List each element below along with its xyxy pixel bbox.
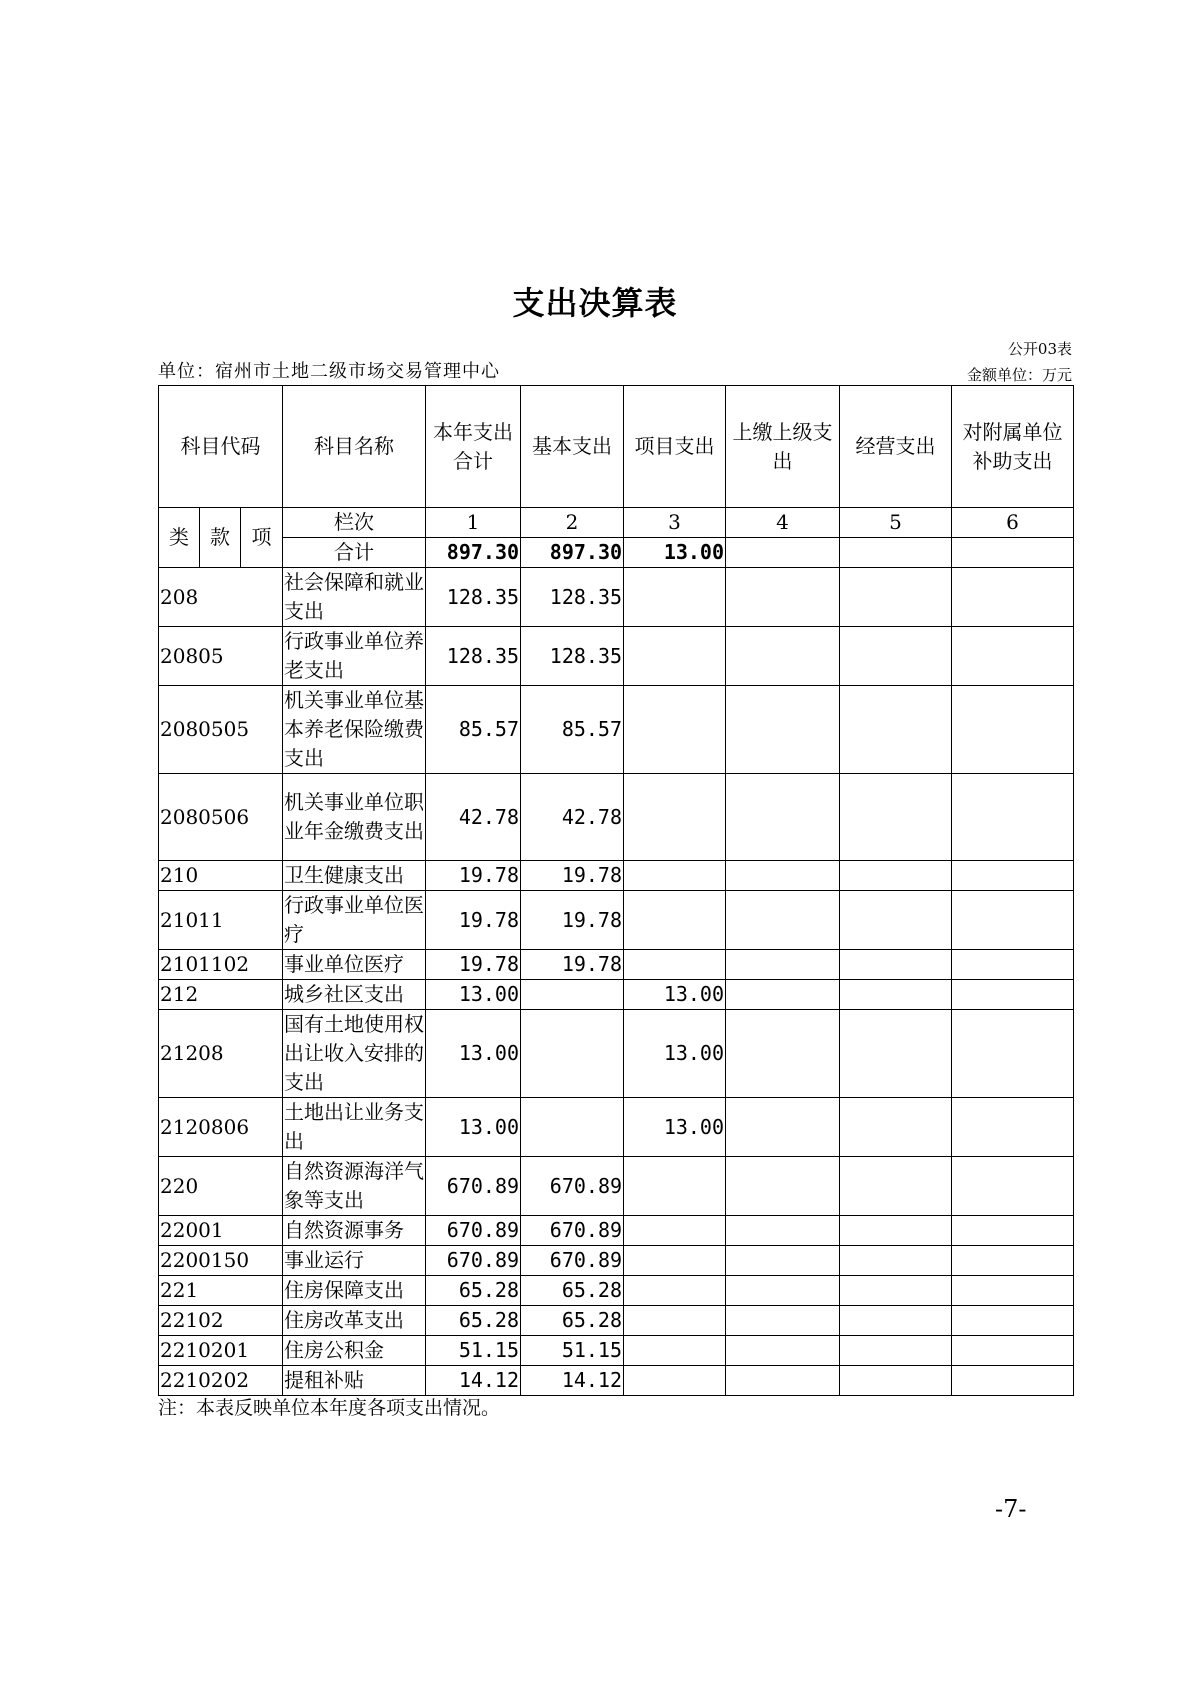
row-total: 128.35: [426, 568, 521, 627]
table-row: [159, 1216, 1074, 1246]
row-project: 13.00: [624, 1010, 726, 1098]
row-code: 20805: [159, 627, 283, 686]
row-total: 13.00: [426, 980, 521, 1010]
row-project: [624, 568, 726, 627]
row-business: [840, 774, 952, 861]
row-upper: [726, 980, 840, 1010]
row-name: 卫生健康支出: [283, 861, 426, 891]
row-name: 住房改革支出: [283, 1306, 426, 1336]
row-code: 21011: [159, 891, 283, 950]
row-project: [624, 1306, 726, 1336]
row-upper: [726, 774, 840, 861]
header-lanci: 栏次: [283, 508, 426, 538]
row-total: 85.57: [426, 686, 521, 774]
row-code: 2200150: [159, 1246, 283, 1276]
table-row: [159, 980, 1074, 1010]
row-project: [624, 686, 726, 774]
row-basic: 42.78: [521, 774, 624, 861]
row-basic: 670.89: [521, 1246, 624, 1276]
row-upper: [726, 1216, 840, 1246]
table-row: [159, 1157, 1074, 1216]
table-row: [159, 627, 1074, 686]
table-note: 注：本表反映单位本年度各项支出情况。: [158, 1397, 501, 1419]
row-subsidiary: [952, 861, 1074, 891]
header-total: 本年支出合计: [426, 386, 521, 508]
row-subsidiary: [952, 774, 1074, 861]
row-basic: [521, 980, 624, 1010]
col-index-5: 5: [840, 508, 952, 538]
row-basic: 670.89: [521, 1157, 624, 1216]
row-subsidiary: [952, 891, 1074, 950]
table-row: [159, 1246, 1074, 1276]
col-index-1: 1: [426, 508, 521, 538]
row-subsidiary: [952, 686, 1074, 774]
row-project: [624, 1336, 726, 1366]
row-business: [840, 1306, 952, 1336]
total-upper: [726, 538, 840, 568]
row-business: [840, 627, 952, 686]
table-row: [159, 1098, 1074, 1157]
table-row: [159, 861, 1074, 891]
row-subsidiary: [952, 1336, 1074, 1366]
table-row: [159, 1010, 1074, 1098]
row-total: 14.12: [426, 1366, 521, 1396]
row-subsidiary: [952, 568, 1074, 627]
row-upper: [726, 950, 840, 980]
row-subsidiary: [952, 1157, 1074, 1216]
row-business: [840, 568, 952, 627]
column-index-row: [159, 508, 1074, 538]
row-upper: [726, 627, 840, 686]
row-basic: 19.78: [521, 950, 624, 980]
row-subsidiary: [952, 1010, 1074, 1098]
row-business: [840, 980, 952, 1010]
row-upper: [726, 686, 840, 774]
table-row: [159, 1336, 1074, 1366]
row-total: 128.35: [426, 627, 521, 686]
row-project: [624, 1366, 726, 1396]
total-label: 合计: [283, 538, 426, 568]
row-project: [624, 861, 726, 891]
table-row: [159, 1276, 1074, 1306]
row-upper: [726, 1157, 840, 1216]
row-basic: 19.78: [521, 891, 624, 950]
page-title: 支出决算表: [512, 284, 678, 322]
row-code: 2210201: [159, 1336, 283, 1366]
row-upper: [726, 1098, 840, 1157]
total-subsidiary: [952, 538, 1074, 568]
row-business: [840, 1157, 952, 1216]
table-row: [159, 686, 1074, 774]
row-total: 670.89: [426, 1157, 521, 1216]
row-basic: [521, 1010, 624, 1098]
row-total: 51.15: [426, 1336, 521, 1366]
form-number: 公开03表: [1007, 340, 1072, 358]
row-business: [840, 1216, 952, 1246]
row-total: 19.78: [426, 891, 521, 950]
total-basic: 897.30: [521, 538, 624, 568]
row-upper: [726, 891, 840, 950]
total-business: [840, 538, 952, 568]
row-business: [840, 1336, 952, 1366]
row-subsidiary: [952, 1216, 1074, 1246]
row-upper: [726, 1276, 840, 1306]
row-project: [624, 627, 726, 686]
row-project: [624, 1246, 726, 1276]
row-project: [624, 1216, 726, 1246]
row-name: 机关事业单位基本养老保险缴费支出: [283, 686, 426, 774]
row-name: 行政事业单位养老支出: [283, 627, 426, 686]
header-subsidiary: 对附属单位补助支出: [952, 386, 1074, 508]
col-index-6: 6: [952, 508, 1074, 538]
row-upper: [726, 861, 840, 891]
row-business: [840, 1098, 952, 1157]
row-total: 65.28: [426, 1306, 521, 1336]
row-total: 19.78: [426, 861, 521, 891]
header-kuan: 款: [200, 508, 241, 568]
row-project: [624, 950, 726, 980]
table-row: [159, 891, 1074, 950]
table-row: [159, 950, 1074, 980]
table-row: [159, 568, 1074, 627]
row-upper: [726, 1336, 840, 1366]
row-total: 13.00: [426, 1010, 521, 1098]
header-project: 项目支出: [624, 386, 726, 508]
row-name: 提租补贴: [283, 1366, 426, 1396]
row-business: [840, 861, 952, 891]
header-name: 科目名称: [283, 386, 426, 508]
row-basic: [521, 1098, 624, 1157]
header-basic: 基本支出: [521, 386, 624, 508]
row-basic: 14.12: [521, 1366, 624, 1396]
row-total: 42.78: [426, 774, 521, 861]
row-project: [624, 891, 726, 950]
row-business: [840, 1010, 952, 1098]
row-business: [840, 891, 952, 950]
row-name: 国有土地使用权出让收入安排的支出: [283, 1010, 426, 1098]
row-project: [624, 1157, 726, 1216]
row-basic: 65.28: [521, 1276, 624, 1306]
row-name: 自然资源海洋气象等支出: [283, 1157, 426, 1216]
col-index-3: 3: [624, 508, 726, 538]
page-number: -7-: [995, 1495, 1027, 1523]
row-subsidiary: [952, 980, 1074, 1010]
row-basic: 670.89: [521, 1216, 624, 1246]
header-xiang: 项: [241, 508, 283, 568]
row-code: 22102: [159, 1306, 283, 1336]
row-subsidiary: [952, 1246, 1074, 1276]
row-name: 行政事业单位医疗: [283, 891, 426, 950]
row-name: 住房公积金: [283, 1336, 426, 1366]
row-code: 208: [159, 568, 283, 627]
row-code: 2101102: [159, 950, 283, 980]
row-subsidiary: [952, 950, 1074, 980]
header-row: [159, 386, 1074, 508]
row-subsidiary: [952, 1276, 1074, 1306]
row-upper: [726, 1246, 840, 1276]
row-project: [624, 774, 726, 861]
row-basic: 85.57: [521, 686, 624, 774]
header-upper: 上缴上级支出: [726, 386, 840, 508]
row-subsidiary: [952, 1306, 1074, 1336]
row-name: 社会保障和就业支出: [283, 568, 426, 627]
table-row: [159, 1366, 1074, 1396]
row-code: 2120806: [159, 1098, 283, 1157]
row-basic: 128.35: [521, 568, 624, 627]
row-project: 13.00: [624, 1098, 726, 1157]
row-upper: [726, 1010, 840, 1098]
total-project: 13.00: [624, 538, 726, 568]
row-code: 22001: [159, 1216, 283, 1246]
row-business: [840, 950, 952, 980]
row-name: 机关事业单位职业年金缴费支出: [283, 774, 426, 861]
total-total: 897.30: [426, 538, 521, 568]
row-upper: [726, 1366, 840, 1396]
row-business: [840, 1276, 952, 1306]
header-lei: 类: [159, 508, 200, 568]
row-code: 2210202: [159, 1366, 283, 1396]
row-code: 212: [159, 980, 283, 1010]
total-row: [159, 538, 1074, 568]
row-project: [624, 1276, 726, 1306]
row-total: 670.89: [426, 1246, 521, 1276]
row-basic: 65.28: [521, 1306, 624, 1336]
row-name: 城乡社区支出: [283, 980, 426, 1010]
row-total: 65.28: [426, 1276, 521, 1306]
row-subsidiary: [952, 627, 1074, 686]
row-basic: 128.35: [521, 627, 624, 686]
row-name: 事业运行: [283, 1246, 426, 1276]
row-subsidiary: [952, 1098, 1074, 1157]
row-total: 13.00: [426, 1098, 521, 1157]
col-index-4: 4: [726, 508, 840, 538]
amount-unit: 金额单位：万元: [966, 366, 1072, 384]
row-name: 事业单位医疗: [283, 950, 426, 980]
header-business: 经营支出: [840, 386, 952, 508]
table-row: [159, 1306, 1074, 1336]
table-row: [159, 774, 1074, 861]
row-project: 13.00: [624, 980, 726, 1010]
reporting-unit: 单位：宿州市土地二级市场交易管理中心: [158, 361, 500, 382]
row-code: 21208: [159, 1010, 283, 1098]
row-name: 住房保障支出: [283, 1276, 426, 1306]
col-index-2: 2: [521, 508, 624, 538]
row-code: 2080506: [159, 774, 283, 861]
row-code: 210: [159, 861, 283, 891]
row-business: [840, 1366, 952, 1396]
row-code: 221: [159, 1276, 283, 1306]
row-total: 670.89: [426, 1216, 521, 1246]
row-subsidiary: [952, 1366, 1074, 1396]
row-basic: 51.15: [521, 1336, 624, 1366]
row-basic: 19.78: [521, 861, 624, 891]
row-upper: [726, 568, 840, 627]
row-upper: [726, 1306, 840, 1336]
row-total: 19.78: [426, 950, 521, 980]
expenditure-table: [158, 385, 1074, 1396]
row-business: [840, 686, 952, 774]
row-business: [840, 1246, 952, 1276]
header-code: 科目代码: [159, 386, 283, 508]
row-name: 自然资源事务: [283, 1216, 426, 1246]
row-code: 220: [159, 1157, 283, 1216]
row-name: 土地出让业务支出: [283, 1098, 426, 1157]
row-code: 2080505: [159, 686, 283, 774]
